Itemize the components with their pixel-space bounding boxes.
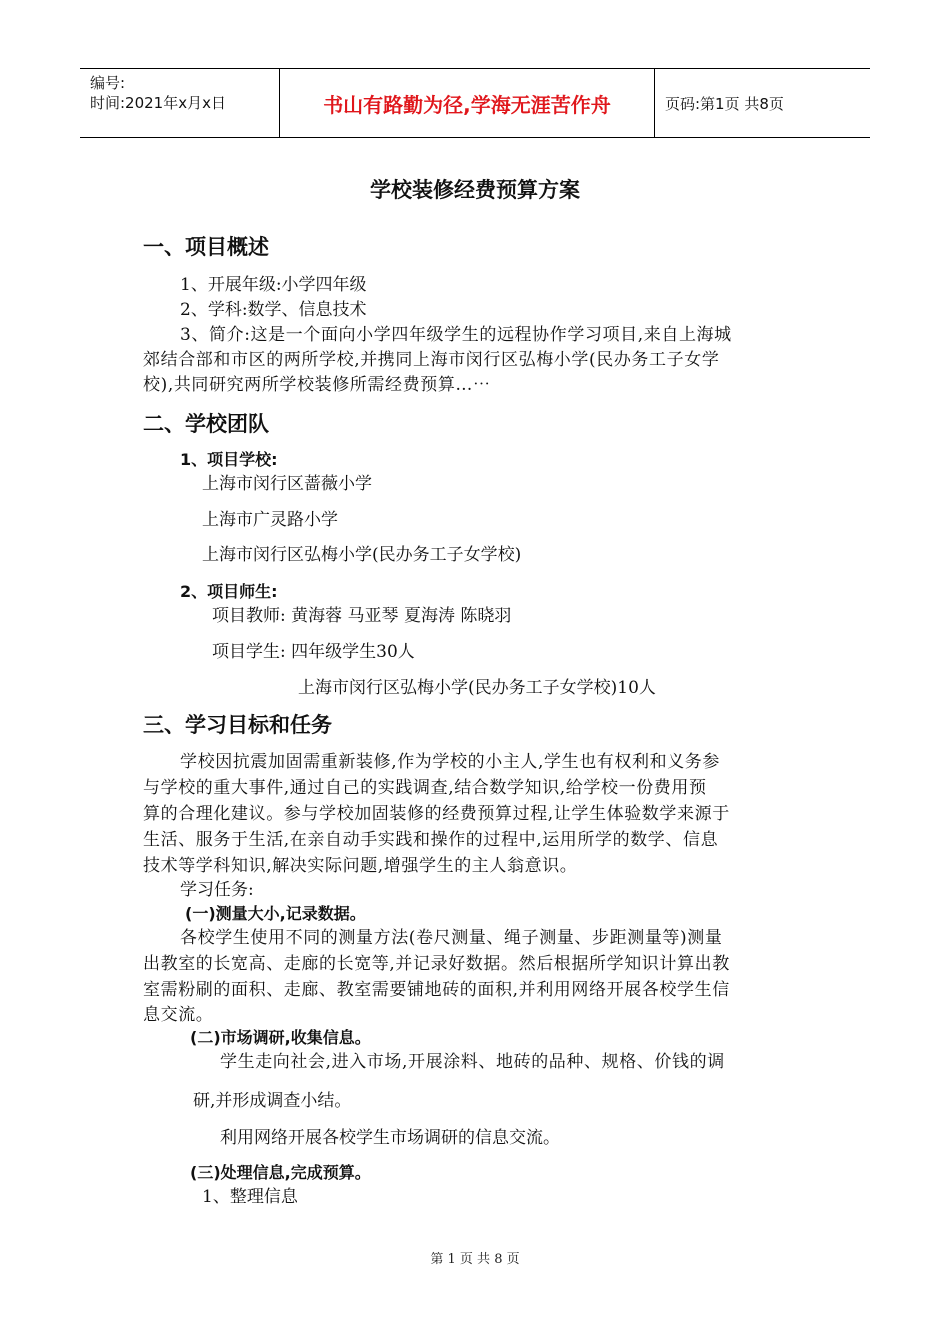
school-item: 上海市闵行区蔷薇小学	[202, 474, 372, 494]
overview-intro-line: 校),共同研究两所学校装修所需经费预算…⋯	[143, 375, 491, 395]
subheading-schools: 1、项目学校:	[180, 450, 278, 469]
task-heading-measure: (一)测量大小,记录数据。	[185, 904, 366, 923]
header-page-info: 页码:第1页 共8页	[665, 94, 784, 113]
overview-intro-line: 3、简介:这是一个面向小学四年级学生的远程协作学习项目,来自上海城	[180, 325, 732, 345]
task-paragraph-line: 息交流。	[143, 1005, 214, 1025]
task-paragraph-line: 1、整理信息	[202, 1187, 298, 1207]
section-heading-goals: 三、学习目标和任务	[143, 713, 332, 737]
task-paragraph-line: 研,并形成调查小结。	[193, 1091, 352, 1111]
goals-paragraph-line: 算的合理化建议。参与学校加固装修的经费预算过程,让学生体验数学来源于	[143, 804, 730, 824]
task-paragraph-line: 学生走向社会,进入市场,开展涂料、地砖的品种、规格、价钱的调	[220, 1052, 725, 1072]
students-line: 项目学生: 四年级学生30人	[212, 642, 415, 662]
header-motto: 书山有路勤为径,学海无涯苦作舟	[280, 69, 655, 137]
task-paragraph-line: 利用网络开展各校学生市场调研的信息交流。	[220, 1128, 560, 1148]
goals-paragraph-line: 与学校的重大事件,通过自己的实践调查,结合数学知识,给学校一份费用预	[143, 778, 707, 798]
page-header	[80, 68, 870, 138]
goals-paragraph-line: 生活、服务于生活,在亲自动手实践和操作的过程中,运用所学的数学、信息	[143, 830, 719, 850]
task-paragraph-line: 室需粉刷的面积、走廊、教室需要铺地砖的面积,并利用网络开展各校学生信	[143, 980, 730, 1000]
task-paragraph-line: 各校学生使用不同的测量方法(卷尺测量、绳子测量、步距测量等)测量	[180, 928, 723, 948]
header-meta	[80, 69, 280, 137]
task-paragraph-line: 出教室的长宽高、走廊的长宽等,并记录好数据。然后根据所学知识计算出教	[143, 954, 730, 974]
section-heading-overview: 一、项目概述	[143, 235, 269, 259]
overview-grade: 1、开展年级:小学四年级	[180, 275, 367, 295]
teachers-line: 项目教师: 黄海蓉 马亚琴 夏海涛 陈晓羽	[212, 606, 512, 626]
section-heading-team: 二、学校团队	[143, 412, 269, 436]
number-label: 编号:	[90, 74, 126, 92]
subheading-members: 2、项目师生:	[180, 582, 278, 601]
students-line: 上海市闵行区弘梅小学(民办务工子女学校)10人	[298, 678, 656, 698]
task-heading-research: (二)市场调研,收集信息。	[190, 1028, 371, 1047]
document-title: 学校装修经费预算方案	[370, 178, 580, 202]
date-label: 时间:2021年x月x日	[90, 94, 226, 112]
page-footer: 第 1 页 共 8 页	[430, 1252, 520, 1267]
goals-paragraph-line: 学校因抗震加固需重新装修,作为学校的小主人,学生也有权利和义务参	[180, 752, 721, 772]
overview-intro-line: 郊结合部和市区的两所学校,并携同上海市闵行区弘梅小学(民办务工子女学	[143, 350, 720, 370]
school-item: 上海市闵行区弘梅小学(民办务工子女学校)	[202, 545, 522, 565]
overview-subject: 2、学科:数学、信息技术	[180, 300, 367, 320]
goals-paragraph-line: 技术等学科知识,解决实际问题,增强学生的主人翁意识。	[143, 856, 578, 876]
school-item: 上海市广灵路小学	[202, 510, 338, 530]
task-heading-budget: (三)处理信息,完成预算。	[190, 1163, 371, 1182]
tasks-label: 学习任务:	[180, 880, 254, 900]
